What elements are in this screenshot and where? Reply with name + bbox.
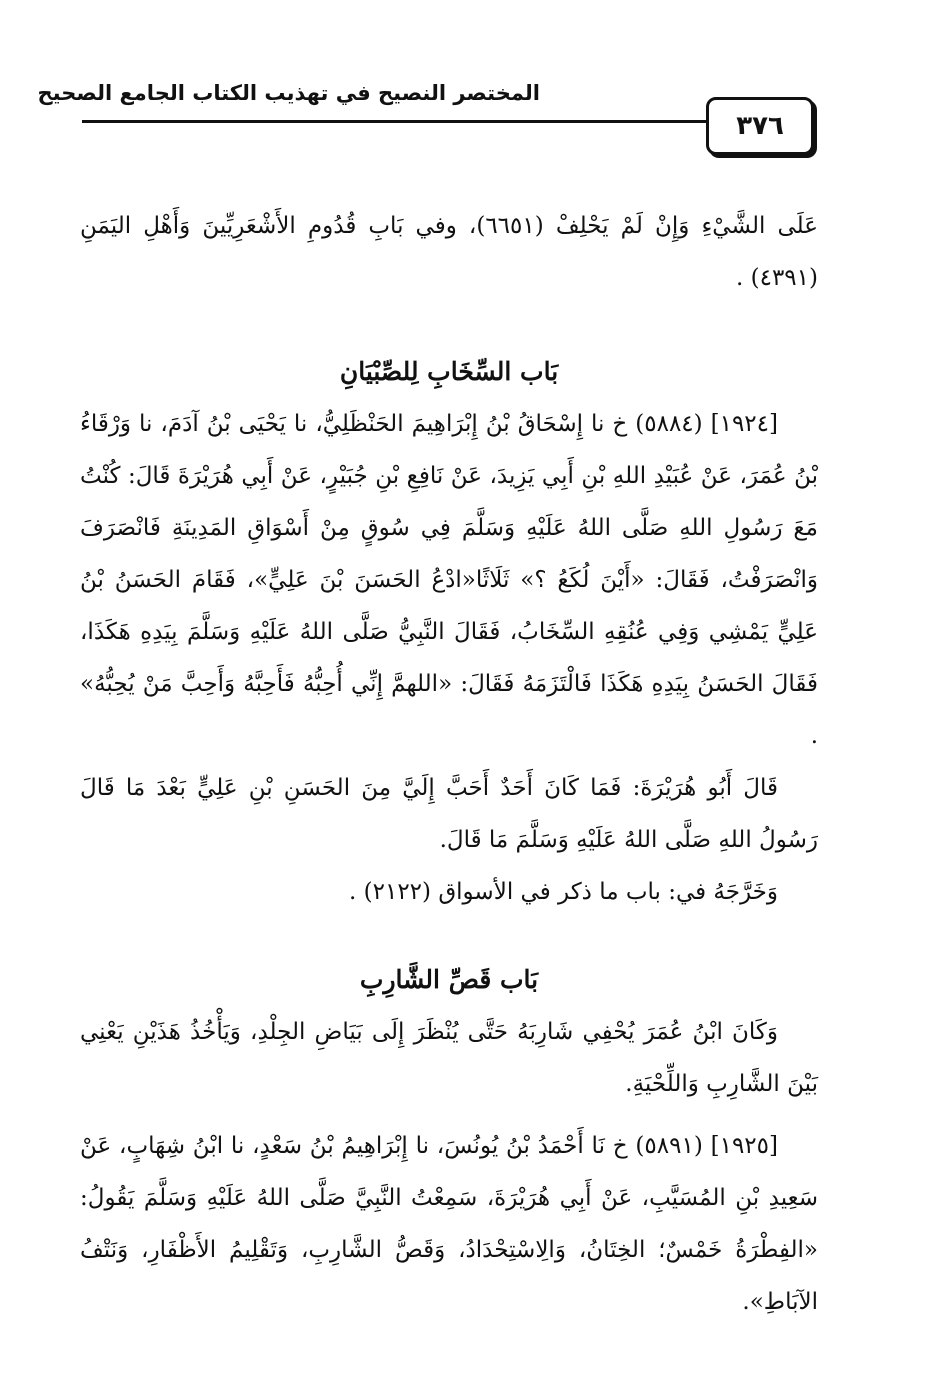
page-body bbox=[80, 200, 818, 1328]
hadith-1924: [١٩٢٤] (٥٨٨٤) خ نا إِسْحَاقُ بْنُ إِبْرَاهِيمَ الحَنْظَلِيُّ، نا يَحْيَى بْنُ آدَمَ، نا وَرْقَاءُ بْنُ عُمَرَ، عَنْ عُبَيْدِ اللهِ بْنِ أَبِي يَزِيدَ، عَنْ نَافِعِ بْنِ جُبَيْرٍ، عَنْ أَبِي هُرَيْرَةَ قَالَ: كُنْتُ مَعَ رَسُولِ اللهِ صَلَّى اللهُ عَلَيْهِ وَسَلَّمَ فِي سُوقٍ مِنْ أَسْوَاقِ المَدِينَةِ فَانْصَرَفَ وَانْصَرَفْتُ، فَقَالَ: «أَيْنَ لُكَعُ ؟» ثَلَاثًا«ادْعُ الحَسَنَ بْنَ عَلِيٍّ»، فَقَامَ الحَسَنُ بْنُ عَلِيٍّ يَمْشِي وَفِي عُنُقِهِ السِّخَابُ، فَقَالَ النَّبِيُّ صَلَّى اللهُ عَلَيْهِ وَسَلَّمَ بِيَدِهِ هَكَذَا، فَقَالَ الحَسَنُ بِيَدِهِ هَكَذَا فَالْتَزَمَهُ فَقَالَ: «اللهمَّ إِنِّي أُحِبُّهُ فَأَحِبَّهُ وَأَحِبَّ مَنْ يُحِبُّهُ» . bbox=[80, 411, 818, 749]
spacer bbox=[80, 918, 818, 954]
spacer bbox=[80, 304, 818, 346]
running-title: المختصر النصيح في تهذيب الكتاب الجامع الصحيح bbox=[37, 81, 540, 105]
cross-reference: وَخَرَّجَهُ في: باب ما ذكر في الأسواق (٢١٢٢) . bbox=[349, 879, 778, 905]
opening-paragraph: عَلَى الشَّيْءِ وَإِنْ لَمْ يَحْلِفْ (٦٦٥١)، وفي بَابِ قُدُومِ الأَشْعَرِيِّينَ وَأَهْلِ اليَمَنِ (٤٣٩١) . bbox=[80, 213, 818, 291]
chapter-heading-sikhab: بَاب السِّخَابِ لِلصِّبْيَانِ bbox=[339, 357, 559, 386]
abu-hurayra-remark: قَالَ أَبُو هُرَيْرَةَ: فَمَا كَانَ أَحَدٌ أَحَبَّ إِلَيَّ مِنَ الحَسَنِ بْنِ عَلِيٍّ بَعْدَ مَا قَالَ رَسُولُ اللهِ صَلَّى اللهُ عَلَيْهِ وَسَلَّمَ مَا قَالَ. bbox=[80, 775, 818, 853]
chapter-heading-qass-ash-sharib: بَاب قَصِّ الشَّارِبِ bbox=[359, 965, 539, 994]
page-number: ٣٧٦ bbox=[706, 97, 814, 155]
ibn-umar-narration: وَكَانَ ابْنُ عُمَرَ يُحْفِي شَارِبَهُ حَتَّى يُنْظَرَ إِلَى بَيَاضِ الجِلْدِ، وَيَأْخُذُ هَذَيْنِ يَعْنِي بَيْنَ الشَّارِبِ وَاللِّحْيَةِ. bbox=[80, 1019, 818, 1097]
spacer bbox=[80, 1110, 818, 1120]
hadith-1925: [١٩٢٥] (٥٨٩١) خ نَا أَحْمَدُ بْنُ يُونُسَ، نا إِبْرَاهِيمُ بْنُ سَعْدٍ، نا ابْنُ شِهَابٍ، عَنْ سَعِيدِ بْنِ المُسَيَّبِ، عَنْ أَبِي هُرَيْرَةَ، سَمِعْتُ النَّبِيَّ صَلَّى اللهُ عَلَيْهِ وَسَلَّمَ يَقُولُ: «الفِطْرَةُ خَمْسٌ؛ الخِتَانُ، وَالِاسْتِحْدَادُ، وَقَصُّ الشَّارِبِ، وَتَقْلِيمُ الأَظْفَارِ، وَنَتْفُ الآبَاطِ». bbox=[80, 1133, 818, 1315]
header-rule bbox=[82, 120, 708, 123]
